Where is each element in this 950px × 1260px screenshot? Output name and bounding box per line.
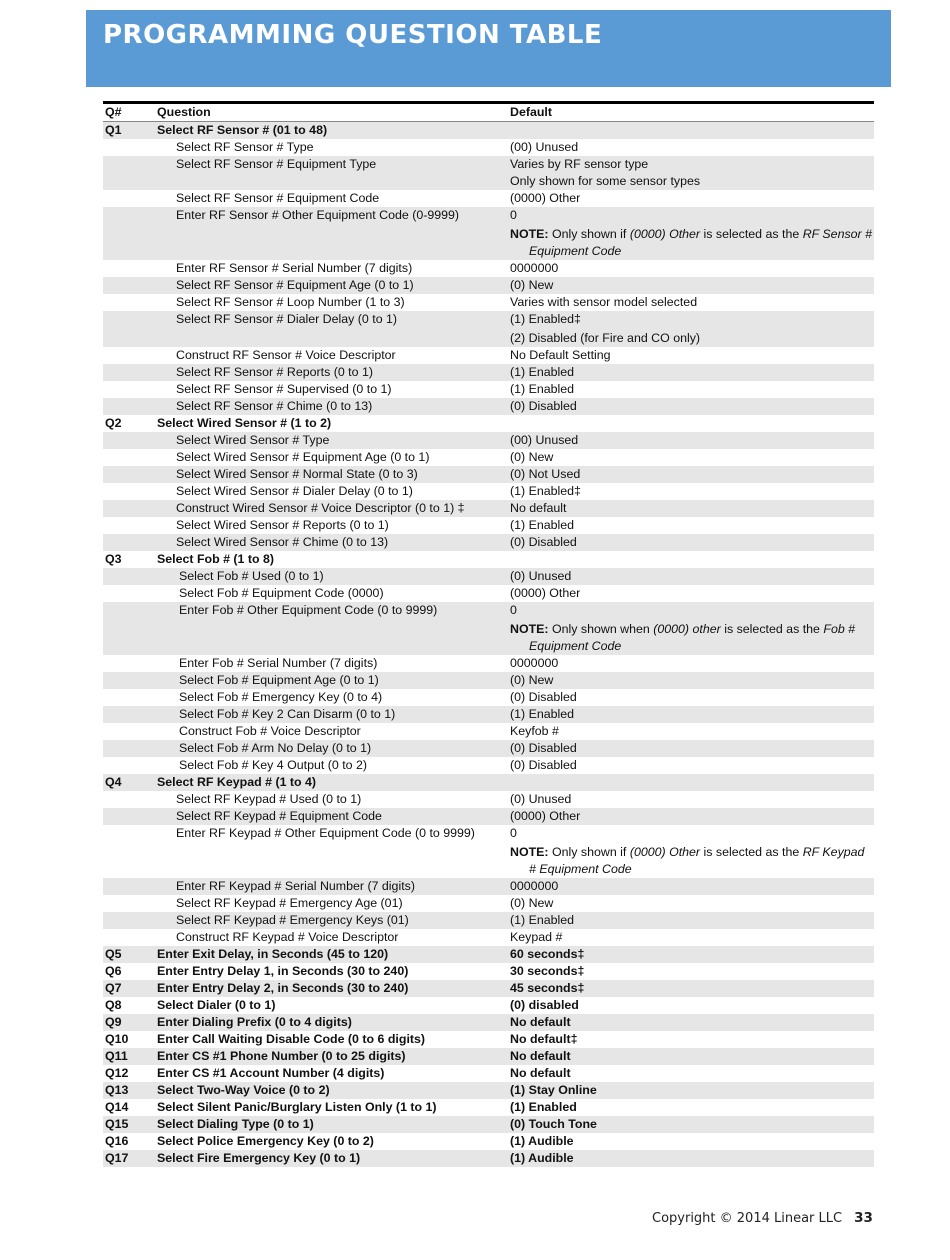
question-number	[103, 689, 157, 706]
question-text: Select Fob # Emergency Key (0 to 4)	[179, 690, 383, 704]
default-cell	[510, 757, 874, 774]
question-number	[103, 207, 157, 260]
default-value: 0	[510, 603, 517, 617]
question-text: Select RF Sensor # Dialer Delay (0 to 1)	[176, 312, 398, 326]
question-row	[103, 774, 874, 791]
default-value: 45 seconds‡	[510, 981, 585, 995]
question-text: Select Fire Emergency Key (0 to 1)	[157, 1151, 361, 1165]
question-text: Enter Entry Delay 2, in Seconds (30 to 240)	[157, 981, 409, 995]
question-text: Select RF Sensor # Chime (0 to 13)	[176, 399, 373, 413]
default-value: (0) Disabled	[510, 690, 577, 704]
default-cell	[510, 260, 874, 277]
default-value: No default	[510, 1066, 571, 1080]
question-text: Enter Exit Delay, in Seconds (45 to 120)	[157, 947, 389, 961]
default-value: 0000000	[510, 261, 559, 275]
question-text: Select RF Keypad # Emergency Keys (01)	[176, 913, 409, 927]
default-cell	[510, 139, 874, 156]
question-number	[103, 534, 157, 551]
question-number	[103, 740, 157, 757]
question-text: Select Dialing Type (0 to 1)	[157, 1117, 314, 1131]
question-text: Select RF Sensor # Loop Number (1 to 3)	[176, 295, 405, 309]
default-value: (00) Unused	[510, 140, 579, 154]
sub-question-row	[103, 534, 874, 551]
question-text: Enter CS #1 Phone Number (0 to 25 digits)	[157, 1049, 406, 1063]
sub-question-row	[103, 139, 874, 156]
question-number: Q4	[105, 775, 122, 789]
question-text: Select Two-Way Voice (0 to 2)	[157, 1083, 330, 1097]
question-number: Q17	[105, 1151, 129, 1165]
question-number	[103, 517, 157, 534]
question-row	[103, 551, 874, 568]
default-cell	[510, 980, 874, 997]
default-value: (1) Audible	[510, 1134, 574, 1148]
default-value: (0) New	[510, 278, 554, 292]
question-text: Select Wired Sensor # (1 to 2)	[157, 416, 332, 430]
sub-question-row	[103, 602, 874, 655]
default-cell	[510, 122, 874, 139]
default-cell	[510, 1031, 874, 1048]
question-number	[103, 483, 157, 500]
question-number	[103, 706, 157, 723]
default-cell	[510, 791, 874, 808]
question-text: Select RF Sensor # Equipment Code	[176, 191, 380, 205]
sub-question-row	[103, 347, 874, 364]
sub-question-row	[103, 689, 874, 706]
default-value-secondary: (2) Disabled (for Fire and CO only)	[510, 331, 701, 345]
question-text: Select RF Sensor # Equipment Age (0 to 1)	[176, 278, 414, 292]
default-value: (0) New	[510, 896, 554, 910]
question-row	[103, 1014, 874, 1031]
default-cell	[510, 1014, 874, 1031]
note-emphasis: Fob # Equipment Code	[529, 622, 856, 653]
question-text: Select Fob # Arm No Delay (0 to 1)	[179, 741, 372, 755]
default-cell	[510, 364, 874, 381]
question-number	[103, 398, 157, 415]
default-value: No default‡	[510, 1032, 578, 1046]
question-number	[103, 311, 157, 347]
question-text: Select Wired Sensor # Type	[176, 433, 330, 447]
default-value: 0000000	[510, 879, 559, 893]
default-cell	[510, 432, 874, 449]
question-number: Q3	[105, 552, 122, 566]
question-text: Select Wired Sensor # Normal State (0 to 3)	[176, 467, 418, 481]
question-text: Construct Fob # Voice Descriptor	[179, 724, 361, 738]
question-number	[103, 466, 157, 483]
default-cell	[510, 602, 874, 655]
question-text: Select RF Sensor # Equipment Type	[176, 157, 377, 171]
sub-question-row	[103, 706, 874, 723]
sub-question-row	[103, 483, 874, 500]
column-header-num: Q#	[105, 105, 122, 119]
default-cell	[510, 347, 874, 364]
default-cell	[510, 808, 874, 825]
question-text: Enter RF Keypad # Other Equipment Code (0 to 9999)	[176, 826, 475, 840]
default-value: (1) Enabled‡	[510, 484, 581, 498]
sub-question-row	[103, 808, 874, 825]
note-text: Only shown if	[548, 227, 630, 241]
note-label: NOTE:	[510, 622, 549, 636]
question-text: Enter Entry Delay 1, in Seconds (30 to 240)	[157, 964, 409, 978]
default-cell	[510, 1116, 874, 1133]
default-cell	[510, 1048, 874, 1065]
copyright-text: Copyright © 2014 Linear LLC	[652, 1211, 843, 1226]
question-number	[103, 791, 157, 808]
default-cell	[510, 568, 874, 585]
question-number	[103, 294, 157, 311]
default-cell	[510, 740, 874, 757]
question-text: Select RF Keypad # Emergency Age (01)	[176, 896, 403, 910]
default-value: (0000) Other	[510, 191, 581, 205]
question-row	[103, 1133, 874, 1150]
default-value: Keyfob #	[510, 724, 559, 738]
sub-question-row	[103, 207, 874, 260]
question-row	[103, 122, 874, 139]
question-text: Select Wired Sensor # Chime (0 to 13)	[176, 535, 389, 549]
default-cell	[510, 1065, 874, 1082]
default-value: (0) Unused	[510, 569, 572, 583]
sub-question-row	[103, 825, 874, 878]
default-value: No default	[510, 1049, 571, 1063]
default-value: (0000) Other	[510, 586, 581, 600]
default-value: 0000000	[510, 656, 559, 670]
sub-question-row	[103, 449, 874, 466]
question-number	[103, 260, 157, 277]
question-number: Q7	[105, 981, 122, 995]
default-value: (0) disabled	[510, 998, 579, 1012]
question-text: Enter Call Waiting Disable Code (0 to 6 digits)	[157, 1032, 426, 1046]
default-cell	[510, 723, 874, 740]
default-cell	[510, 381, 874, 398]
default-value: (1) Enabled	[510, 382, 575, 396]
note-text: is selected as the	[700, 845, 803, 859]
question-number	[103, 347, 157, 364]
question-text: Select RF Keypad # Equipment Code	[176, 809, 382, 823]
default-value: No Default Setting	[510, 348, 611, 362]
question-number	[103, 895, 157, 912]
question-number	[103, 878, 157, 895]
default-value: (1) Enabled	[510, 913, 575, 927]
default-cell	[510, 672, 874, 689]
page-title: PROGRAMMING QUESTION TABLE	[103, 20, 603, 50]
default-cell	[510, 277, 874, 294]
default-value: Keypad #	[510, 930, 563, 944]
default-cell	[510, 1133, 874, 1150]
question-number: Q14	[105, 1100, 129, 1114]
question-number	[103, 190, 157, 207]
header-banner	[86, 10, 891, 87]
question-text: Select Fob # Key 2 Can Disarm (0 to 1)	[179, 707, 396, 721]
default-value: Varies with sensor model selected	[510, 295, 698, 309]
default-cell	[510, 415, 874, 432]
default-cell	[510, 655, 874, 672]
sub-question-row	[103, 672, 874, 689]
note-text: is selected as the	[700, 227, 803, 241]
default-value: (1) Enabled	[510, 518, 575, 532]
sub-question-row	[103, 381, 874, 398]
question-number: Q15	[105, 1117, 129, 1131]
question-row	[103, 1150, 874, 1167]
default-value: (1) Enabled	[510, 365, 575, 379]
question-number	[103, 757, 157, 774]
question-number: Q6	[105, 964, 122, 978]
sub-question-row	[103, 912, 874, 929]
default-value: 30 seconds‡	[510, 964, 585, 978]
question-text: Enter RF Keypad # Serial Number (7 digits)	[176, 879, 415, 893]
question-text: Enter RF Sensor # Other Equipment Code (0-9999)	[176, 208, 460, 222]
default-value: (0) Unused	[510, 792, 572, 806]
default-cell	[510, 1150, 874, 1167]
default-value: (0) New	[510, 673, 554, 687]
question-text: Enter Dialing Prefix (0 to 4 digits)	[157, 1015, 352, 1029]
question-number	[103, 672, 157, 689]
default-value: (0) New	[510, 450, 554, 464]
question-text: Select RF Sensor # Type	[176, 140, 314, 154]
sub-question-row	[103, 655, 874, 672]
sub-question-row	[103, 500, 874, 517]
question-row	[103, 980, 874, 997]
question-number	[103, 277, 157, 294]
sub-question-row	[103, 723, 874, 740]
sub-question-row	[103, 294, 874, 311]
page-footer	[652, 1210, 873, 1226]
sub-question-row	[103, 878, 874, 895]
default-cell	[510, 825, 874, 878]
note-emphasis: RF Keypad # Equipment Code	[529, 845, 865, 876]
question-row	[103, 963, 874, 980]
question-number	[103, 139, 157, 156]
question-text: Select RF Keypad # (1 to 4)	[157, 775, 317, 789]
question-number	[103, 432, 157, 449]
note-label: NOTE:	[510, 845, 549, 859]
question-text: Select RF Sensor # (01 to 48)	[157, 123, 328, 137]
question-row	[103, 415, 874, 432]
default-value: 0	[510, 826, 517, 840]
sub-question-row	[103, 740, 874, 757]
sub-question-row	[103, 895, 874, 912]
default-cell	[510, 1082, 874, 1099]
default-cell	[510, 207, 874, 260]
question-text: Select Wired Sensor # Dialer Delay (0 to 1)	[176, 484, 413, 498]
question-number: Q2	[105, 416, 122, 430]
default-value: (1) Enabled	[510, 707, 575, 721]
default-value: 60 seconds‡	[510, 947, 585, 961]
question-number	[103, 929, 157, 946]
question-row	[103, 1082, 874, 1099]
question-text: Select Silent Panic/Burglary Listen Only (1 to 1)	[157, 1100, 437, 1114]
sub-question-row	[103, 260, 874, 277]
sub-question-row	[103, 517, 874, 534]
question-text: Select Wired Sensor # Reports (0 to 1)	[176, 518, 389, 532]
question-number	[103, 364, 157, 381]
question-text: Select Wired Sensor # Equipment Age (0 to 1)	[176, 450, 430, 464]
sub-question-row	[103, 568, 874, 585]
page-number: 33	[854, 1210, 873, 1226]
sub-question-row	[103, 585, 874, 602]
question-number: Q11	[105, 1049, 128, 1063]
default-cell	[510, 398, 874, 415]
question-text: Enter Fob # Other Equipment Code (0 to 9999)	[179, 603, 438, 617]
question-row	[103, 1116, 874, 1133]
question-number: Q16	[105, 1134, 129, 1148]
question-number	[103, 500, 157, 517]
question-number	[103, 808, 157, 825]
default-note	[510, 621, 874, 655]
default-cell	[510, 895, 874, 912]
default-cell	[510, 946, 874, 963]
question-text: Construct RF Sensor # Voice Descriptor	[176, 348, 396, 362]
default-cell	[510, 500, 874, 517]
question-row	[103, 946, 874, 963]
sub-question-row	[103, 277, 874, 294]
note-text: Only shown if	[548, 845, 630, 859]
default-value-secondary: Only shown for some sensor types	[510, 174, 701, 188]
sub-question-row	[103, 432, 874, 449]
default-cell	[510, 689, 874, 706]
question-text: Select Fob # Equipment Code (0000)	[179, 586, 384, 600]
question-number: Q5	[105, 947, 122, 961]
default-cell	[510, 878, 874, 895]
default-note	[510, 844, 874, 878]
question-number	[103, 723, 157, 740]
note-emphasis: (0000) other	[653, 622, 721, 636]
question-text: Enter RF Sensor # Serial Number (7 digits)	[176, 261, 413, 275]
question-number: Q13	[105, 1083, 129, 1097]
default-cell	[510, 190, 874, 207]
question-number: Q8	[105, 998, 122, 1012]
sub-question-row	[103, 190, 874, 207]
sub-question-row	[103, 311, 874, 347]
question-text: Construct Wired Sensor # Voice Descriptor (0 to 1) ‡	[176, 501, 465, 515]
default-value: Varies by RF sensor type	[510, 157, 649, 171]
note-emphasis: RF Sensor # Equipment Code	[529, 227, 873, 258]
default-value: (1) Audible	[510, 1151, 574, 1165]
question-row	[103, 1031, 874, 1048]
default-value: (0) Disabled	[510, 399, 577, 413]
question-number: Q12	[105, 1066, 129, 1080]
column-header-default: Default	[510, 105, 552, 119]
programming-question-table	[103, 101, 874, 1167]
question-text: Select Fob # (1 to 8)	[157, 552, 275, 566]
question-number	[103, 825, 157, 878]
sub-question-row	[103, 791, 874, 808]
default-cell	[510, 294, 874, 311]
question-text: Select Fob # Used (0 to 1)	[179, 569, 324, 583]
question-number	[103, 585, 157, 602]
default-cell	[510, 466, 874, 483]
question-text: Select RF Sensor # Reports (0 to 1)	[176, 365, 373, 379]
default-cell	[510, 706, 874, 723]
note-text: Only shown when	[548, 622, 654, 636]
default-value: No default	[510, 501, 567, 515]
note-emphasis: (0000) Other	[629, 227, 701, 241]
question-text: Select RF Keypad # Used (0 to 1)	[176, 792, 362, 806]
default-cell	[510, 963, 874, 980]
question-text: Enter Fob # Serial Number (7 digits)	[179, 656, 378, 670]
question-number: Q1	[105, 123, 122, 137]
question-number: Q10	[105, 1032, 129, 1046]
sub-question-row	[103, 466, 874, 483]
default-cell	[510, 449, 874, 466]
default-cell	[510, 912, 874, 929]
question-text: Select RF Sensor # Supervised (0 to 1)	[176, 382, 392, 396]
question-number	[103, 655, 157, 672]
default-cell	[510, 929, 874, 946]
default-value: No default	[510, 1015, 571, 1029]
default-value: (00) Unused	[510, 433, 579, 447]
default-value: (0) Disabled	[510, 535, 577, 549]
note-text: is selected as the	[720, 622, 824, 636]
default-value: (1) Enabled‡	[510, 312, 581, 326]
sub-question-row	[103, 398, 874, 415]
default-cell	[510, 774, 874, 791]
note-emphasis: (0000) Other	[629, 845, 701, 859]
default-cell	[510, 311, 874, 347]
default-cell	[510, 1099, 874, 1116]
default-cell	[510, 997, 874, 1014]
column-header-question: Question	[157, 105, 211, 119]
default-cell	[510, 156, 874, 190]
question-row	[103, 997, 874, 1014]
question-row	[103, 1048, 874, 1065]
question-text: Select Fob # Equipment Age (0 to 1)	[179, 673, 379, 687]
default-cell	[510, 585, 874, 602]
default-cell	[510, 517, 874, 534]
question-number	[103, 156, 157, 190]
default-cell	[510, 534, 874, 551]
question-number	[103, 568, 157, 585]
sub-question-row	[103, 156, 874, 190]
question-number	[103, 602, 157, 655]
question-number	[103, 912, 157, 929]
default-value: 0	[510, 208, 517, 222]
question-row	[103, 1065, 874, 1082]
question-number	[103, 381, 157, 398]
default-cell	[510, 551, 874, 568]
question-row	[103, 1099, 874, 1116]
default-value: (0000) Other	[510, 809, 581, 823]
question-text: Enter CS #1 Account Number (4 digits)	[157, 1066, 385, 1080]
sub-question-row	[103, 364, 874, 381]
default-value: (0) Not Used	[510, 467, 581, 481]
default-value: (0) Disabled	[510, 741, 577, 755]
default-note	[510, 226, 874, 260]
question-text: Select Dialer (0 to 1)	[157, 998, 276, 1012]
sub-question-row	[103, 757, 874, 774]
question-number: Q9	[105, 1015, 122, 1029]
default-cell	[510, 483, 874, 500]
default-value: (0) Touch Tone	[510, 1117, 597, 1131]
default-value: (1) Stay Online	[510, 1083, 597, 1097]
default-value: (1) Enabled	[510, 1100, 577, 1114]
table-header-row	[103, 104, 874, 122]
question-number	[103, 449, 157, 466]
sub-question-row	[103, 929, 874, 946]
question-text: Select Police Emergency Key (0 to 2)	[157, 1134, 374, 1148]
default-value: (0) Disabled	[510, 758, 577, 772]
question-text: Construct RF Keypad # Voice Descriptor	[176, 930, 399, 944]
table-body	[103, 122, 874, 1167]
note-label: NOTE:	[510, 227, 549, 241]
question-text: Select Fob # Key 4 Output (0 to 2)	[179, 758, 368, 772]
